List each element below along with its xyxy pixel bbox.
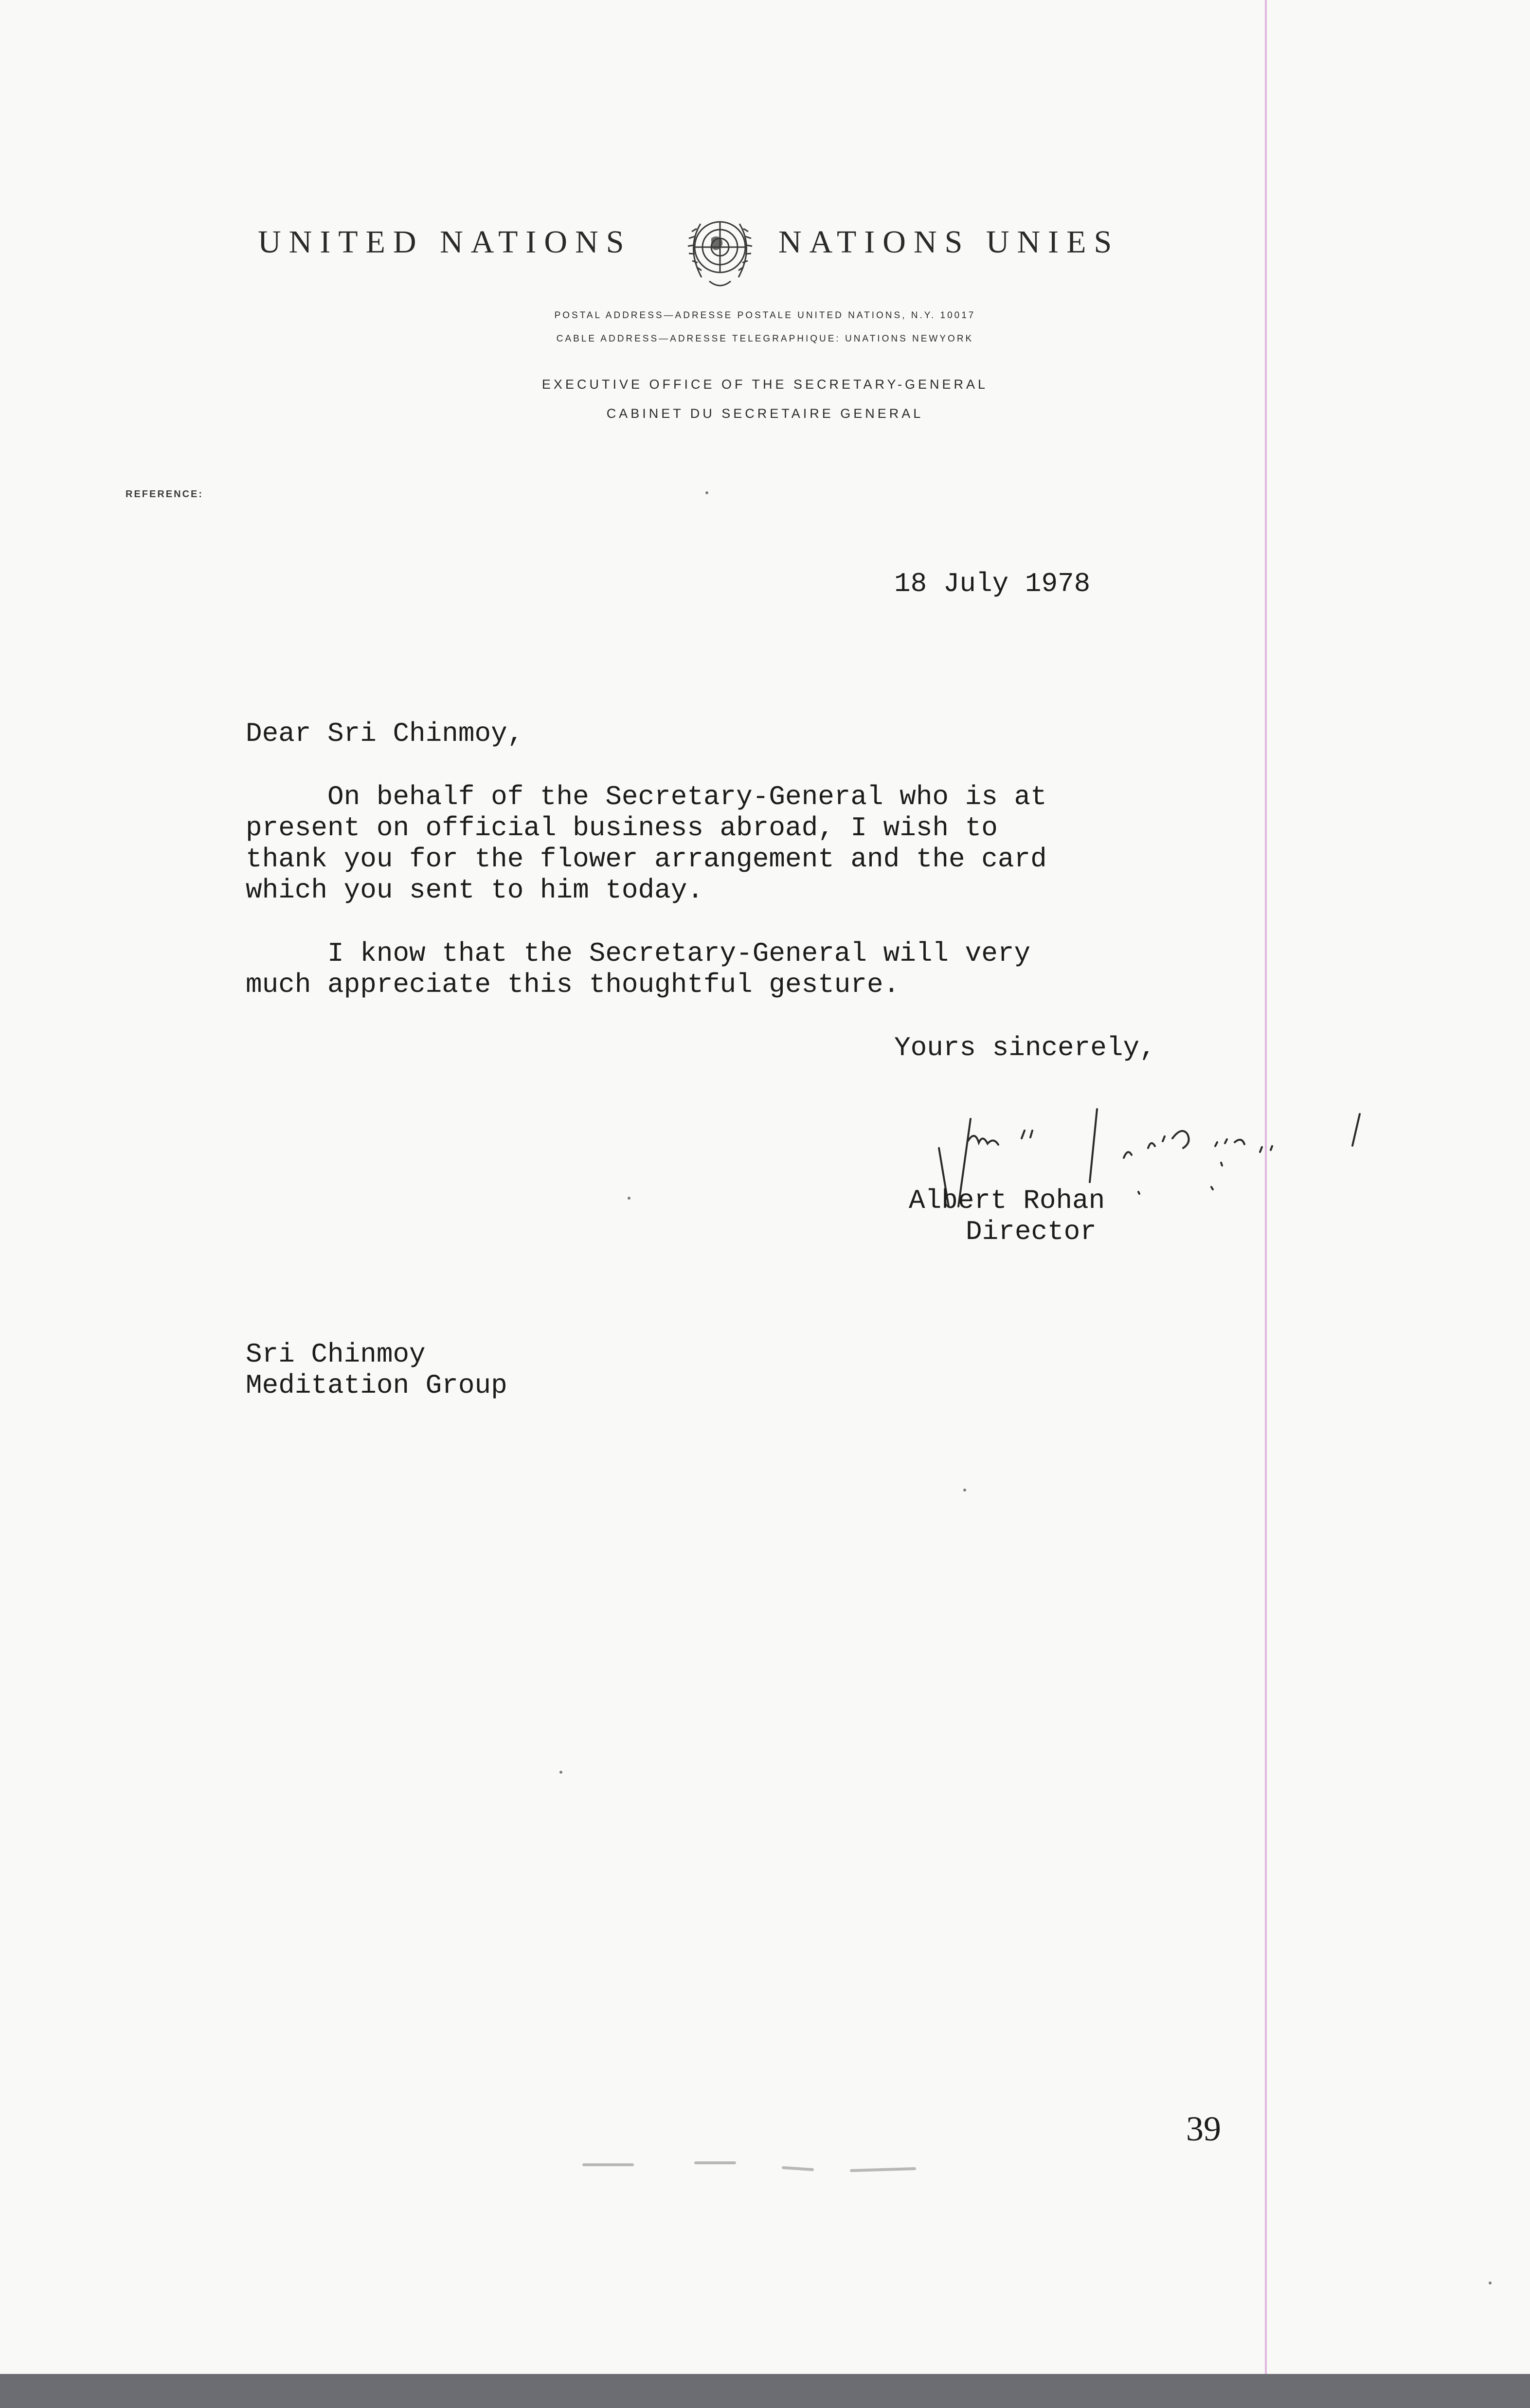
un-emblem-icon (671, 204, 769, 302)
letterhead (0, 204, 1530, 306)
letter-date: 18 July 1978 (894, 568, 1091, 599)
scan-speck (963, 1489, 966, 1492)
body-paragraph-2: I know that the Secretary-General will very much appreciate this thoughtful gesture. (246, 938, 1031, 1000)
cable-address: CABLE ADDRESS—ADRESSE TELEGRAPHIQUE: UNATIONS NEWYORK (556, 334, 974, 344)
scan-speck (559, 1771, 562, 1774)
scanner-bottom-band (0, 2374, 1530, 2408)
reference-label: REFERENCE: (126, 489, 204, 500)
office-name-en: EXECUTIVE OFFICE OF THE SECRETARY-GENERAL (541, 377, 989, 392)
org-name-fr: NATIONS UNIES (778, 224, 1120, 260)
recipient-address: Sri Chinmoy Meditation Group (246, 1339, 507, 1401)
scan-speck (1489, 2282, 1492, 2284)
org-name-en: UNITED NATIONS (258, 224, 632, 260)
body-paragraph-1: On behalf of the Secretary-General who is at present on official business abroad, I wish to thank you for the flower arrangement and the card which you sent to him today. (246, 781, 1047, 906)
office-name-fr: CABINET DU SECRETAIRE GENERAL (606, 406, 924, 421)
closing: Yours sincerely, (894, 1032, 1156, 1063)
signer-title: Director (966, 1216, 1097, 1247)
scan-speck (705, 491, 708, 494)
postal-address: POSTAL ADDRESS—ADRESSE POSTALE UNITED NATIONS, N.Y. 10017 (554, 310, 976, 321)
page-number: 39 (1186, 2109, 1221, 2148)
salutation: Dear Sri Chinmoy, (246, 718, 524, 749)
scan-artifact-marks (574, 2155, 934, 2184)
signer-name: Albert Rohan (909, 1185, 1105, 1216)
scan-speck (628, 1197, 630, 1200)
